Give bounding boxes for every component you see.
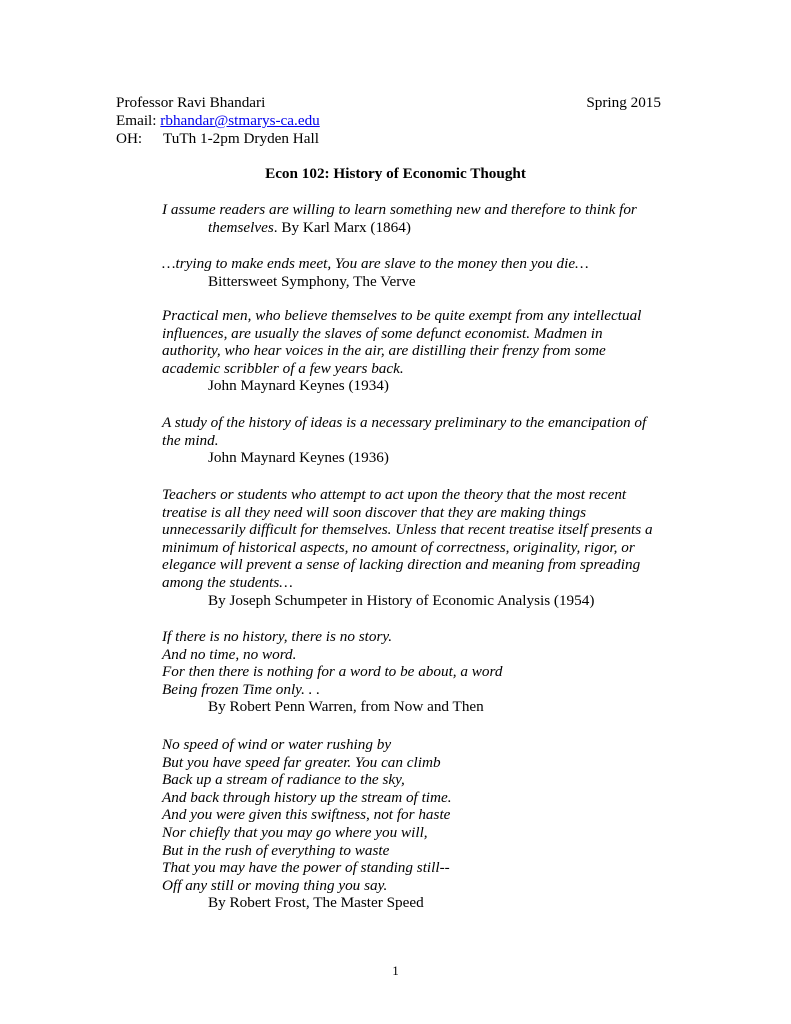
quote-marx [162,201,672,236]
quote-attribution: John Maynard Keynes (1936) [208,449,389,467]
quote-text: No speed of wind or water rushing by But you have speed far greater. You can climb Back up a stream of radiance to the sky, And back through history up the stream of time. And you were given this swiftness, not for haste Nor chiefly that you may go where you will, But in the rush of everything to waste That you may have the power of standing still-- Off any still or moving thing you say. [162,736,452,894]
header-line-1 [116,94,661,112]
quote-warren [162,628,672,716]
office-hours-label: OH: [116,130,143,147]
office-hours-value: TuTh 1-2pm Dryden Hall [163,130,319,147]
term: Spring 2015 [586,94,661,111]
course-title: Econ 102: History of Economic Thought [265,165,526,182]
quote-attribution: By Joseph Schumpeter in History of Economic Analysis (1954) [208,591,595,609]
quote-text: I assume readers are willing to learn something new and therefore to think for [162,201,637,218]
quote-schumpeter [162,486,672,609]
quote-keynes-1934 [162,307,672,395]
quote-attribution: By Robert Penn Warren, from Now and Then [208,698,484,716]
header-line-3 [116,130,661,148]
quote-attribution: John Maynard Keynes (1934) [208,377,389,395]
header-line-2 [116,112,661,130]
quote-text: Teachers or students who attempt to act upon the theory that the most recent treatise is all they need will soon discover that they are making things unnecessarily difficult for themselves. Unless that recent treatise itself presents a minimum of historical aspects, no amount of correctness, originality, rigor, or elegance will prevent a sense of lacking direction and meaning from spreading among the students… [162,486,653,591]
quote-text: …trying to make ends meet, You are slave to the money then you die… [162,255,589,272]
email-link[interactable]: rbhandar@stmarys-ca.edu [160,112,320,129]
quote-attribution: Bittersweet Symphony, The Verve [208,272,416,290]
quote-keynes-1936 [162,414,672,467]
email-label: Email: [116,112,157,129]
quote-text: Practical men, who believe themselves to be quite exempt from any intellectual influences, are usually the slaves of some defunct economist. Madmen in authority, who hear voices in the air, are distilling their frenzy from some academic scribbler of a few years back. [162,307,642,377]
quote-attribution: By Robert Frost, The Master Speed [208,894,424,912]
quote-verve [162,255,672,290]
quote-text: If there is no history, there is no story. And no time, no word. For then there is nothing for a word to be about, a word Being frozen Time only. . . [162,628,503,698]
quote-attribution: . By Karl Marx (1864) [273,218,411,236]
quote-frost [162,736,672,912]
quote-text-cont: themselves [208,218,274,236]
professor-name: Professor Ravi Bhandari [116,94,266,111]
quote-text: A study of the history of ideas is a necessary preliminary to the emancipation of the mind. [162,414,647,449]
page-number: 1 [392,963,399,978]
